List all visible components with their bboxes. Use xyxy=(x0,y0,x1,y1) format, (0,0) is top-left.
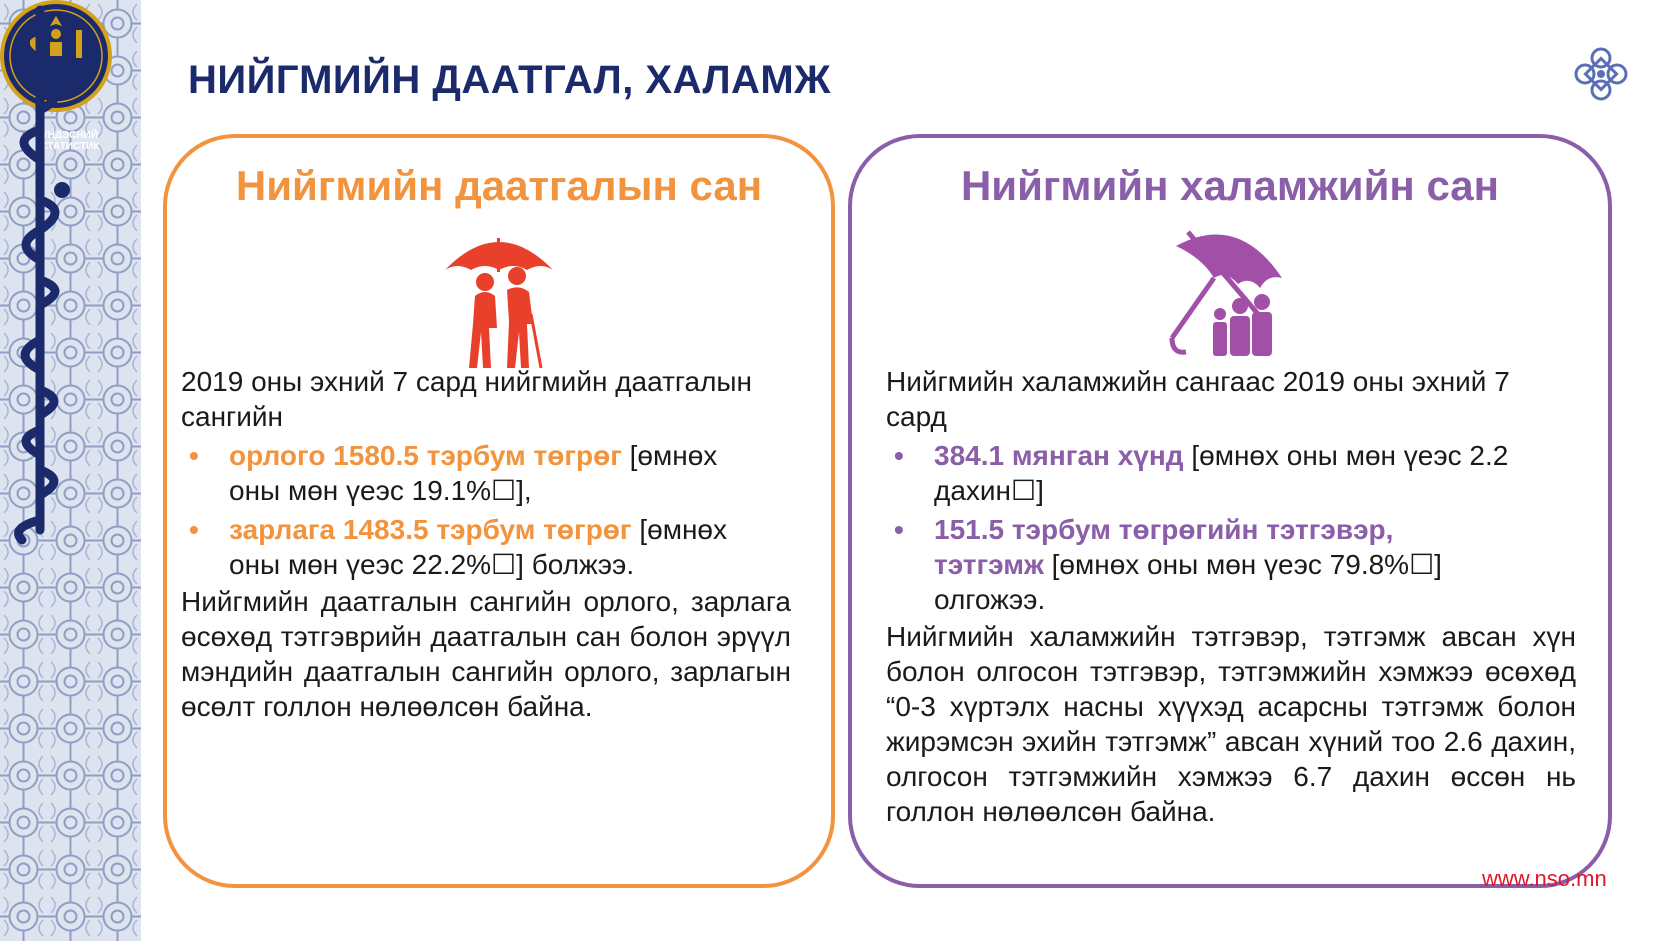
benefits-highlight: тэтгэмж xyxy=(934,549,1044,580)
page-title: НИЙГМИЙН ДААТГАЛ, ХАЛАМЖ xyxy=(188,58,831,102)
benefits-highlight: 151.5 тэрбум төгрөгийн тэтгэвэр, xyxy=(934,514,1394,545)
list-item-text: дахин☐] xyxy=(934,475,1044,506)
mongolian-script-graphic xyxy=(0,0,80,545)
list-item-text: [өмнөх xyxy=(631,514,727,545)
bullet: • xyxy=(189,440,199,471)
social-insurance-intro: 2019 оны эхний 7 сард нийгмийн даатгалын сангийн xyxy=(181,366,752,432)
decorative-sidebar xyxy=(0,0,141,941)
bullet: • xyxy=(894,514,904,545)
family-umbrella-icon xyxy=(1158,218,1290,358)
social-welfare-paragraph: Нийгмийн халамжийн тэтгэвэр, тэтгэмж авсан хүн болон олгосон тэтгэвэр, тэтгэмжийн хэмжээ өсөхөд “0-3 хүртэлх насны хүүхэд асарсны тэтгэмж болон жирэмсэн эхийн тэтгэмж” авсан хүний тоо 2.6 дахин, олгосон тэтгэмжийн хэмжээ 6.7 дахин өссөн нь голлон нөлөөлсөн байна. xyxy=(886,621,1576,827)
website-link[interactable]: www.nso.mn xyxy=(1482,866,1607,891)
bullet: • xyxy=(189,514,199,545)
list-item xyxy=(181,512,791,582)
list-item-text: оны мөн үеэс 19.1%☐], xyxy=(229,475,532,506)
social-welfare-intro: Нийгмийн халамжийн сангаас 2019 оны эхний 7 сард xyxy=(886,366,1510,432)
list-item-text: [өмнөх оны мөн үеэс 2.2 xyxy=(1183,440,1509,471)
social-insurance-paragraph: Нийгмийн даатгалын сангийн орлого, зарлага өсөхөд тэтгэврийн даатгалын сан болон эрүүл мэндийн даатгалын сангийн орлого, зарлагын өсөлт голлон нөлөөлсөн байна. xyxy=(181,586,791,722)
income-highlight: орлого 1580.5 тэрбум төгрөг xyxy=(229,440,622,471)
social-welfare-text xyxy=(886,364,1576,829)
elderly-umbrella-icon xyxy=(441,224,557,372)
social-insurance-heading: Нийгмийн даатгалын сан xyxy=(235,162,763,209)
list-item xyxy=(886,512,1576,617)
social-insurance-text xyxy=(181,364,791,724)
knot-ornament-icon xyxy=(1573,46,1629,102)
recipients-highlight: 384.1 мянган хүнд xyxy=(934,440,1184,471)
expense-highlight: зарлага 1483.5 тэрбум төгрөг xyxy=(229,514,632,545)
social-insurance-panel xyxy=(163,134,835,888)
logo-line-1: ҮНДЭСНИЙ xyxy=(42,130,98,141)
list-item xyxy=(181,438,791,508)
list-item-text: [өмнөх xyxy=(621,440,718,471)
social-welfare-panel xyxy=(848,134,1612,888)
list-item-text: [өмнөх оны мөн үеэс 79.8%☐] xyxy=(1043,549,1442,580)
logo-line-2: СТАТИСТИК xyxy=(40,141,100,152)
social-welfare-heading: Нийгмийн халамжийн сан xyxy=(960,162,1500,209)
list-item xyxy=(886,438,1576,508)
bullet: • xyxy=(894,440,904,471)
list-item-text: оны мөн үеэс 22.2%☐] болжээ. xyxy=(229,549,635,580)
list-item-text: олгожээ. xyxy=(934,584,1046,615)
